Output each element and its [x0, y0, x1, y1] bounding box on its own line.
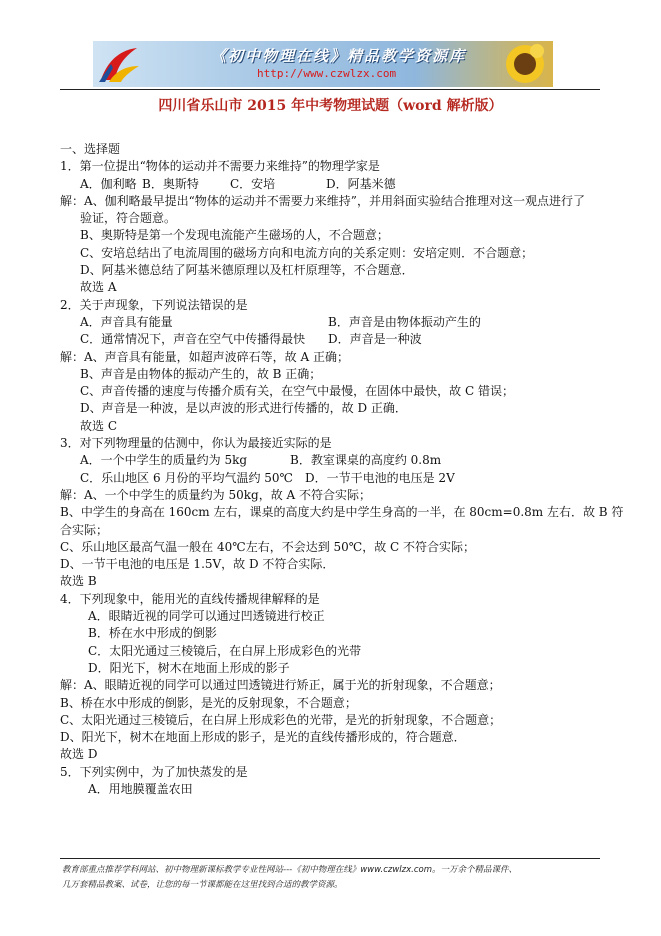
q2-option-c: C．通常情况下，声音在空气中传播得最快	[80, 332, 306, 347]
q3-analysis-line: C、乐山地区最高气温一般在 40℃左右，不会达到 50℃，故 C 不符合实际；	[60, 539, 476, 554]
question-1-options	[60, 176, 600, 193]
section-heading: 一、选择题	[60, 142, 121, 156]
q4-analysis-line: 解：A、眼睛近视的同学可以通过凹透镜进行矫正，属于光的折射现象，不合题意；	[60, 678, 501, 693]
q4-option-d: D．阳光下，树木在地面上形成的影子	[88, 660, 290, 675]
q2-option-d: D．声音是一种波	[328, 332, 422, 347]
footer-divider	[60, 858, 600, 859]
q1-analysis-line: 验证，符合题意。	[80, 211, 177, 226]
header-banner	[93, 41, 553, 87]
question-1-stem: 1．第一位提出“物体的运动并不需要力来维持”的物理学家是	[60, 159, 380, 174]
q4-answer: 故选 D	[60, 747, 98, 762]
q4-analysis-line: D、阳光下，树木在地面上形成的影子，是光的直线传播形成的，符合题意．	[60, 730, 466, 745]
q1-analysis-line: D、阿基米德总结了阿基米德原理以及杠杆原理等，不合题意．	[80, 263, 414, 278]
q1-analysis-line: 解：A、伽利略最早提出“物体的运动并不需要力来维持”，并用斜面实验结合推理对这一观点进行了	[60, 193, 585, 208]
q5-option-a: A．用地膜覆盖农田	[88, 781, 193, 796]
q4-option-c: C．太阳光通过三棱镜后，在白屏上形成彩色的光带	[88, 643, 362, 658]
footer	[62, 863, 602, 893]
q2-answer: 故选 C	[80, 418, 117, 433]
q4-option-a: A．眼睛近视的同学可以通过凹透镜进行校正	[88, 609, 325, 624]
q3-analysis-line: D、一节干电池的电压是 1.5V，故 D 不符合实际．	[60, 557, 335, 572]
question-3-stem: 3．对下列物理量的估测中，你认为最接近实际的是	[60, 436, 332, 451]
q2-option-b: B．声音是由物体振动产生的	[328, 314, 481, 329]
q3-analysis-line: B、中学生的身高在 160cm 左右，课桌的高度大约是中学生身高的一半，在 80cm=0.8m 左右．故 B 符	[60, 505, 624, 520]
q4-analysis-line: B、桥在水中形成的倒影，是光的反射现象，不合题意；	[60, 695, 357, 710]
q2-analysis-line: 解：A、声音具有能量，如超声波碎石等，故 A 正确；	[60, 349, 349, 364]
q2-analysis-line: D、声音是一种波，是以声波的形式进行传播的，故 D 正确．	[80, 401, 407, 416]
q4-option-b: B．桥在水中形成的倒影	[88, 626, 217, 641]
question-3-options	[60, 452, 600, 469]
q3-answer: 故选 B	[60, 574, 97, 589]
sunflower-icon	[503, 43, 547, 85]
banner-url[interactable]: http://www.czwlzx.com	[257, 67, 397, 80]
q1-option-d: D．阿基米德	[326, 176, 396, 191]
q2-analysis-line: B、声音是由物体的振动产生的，故 B 正确；	[80, 366, 322, 381]
footer-line: 几万套精品教案、试卷，让您的每一节课都能在这里找到合适的教学资源。	[62, 880, 343, 890]
q1-analysis-line: B、奥斯特是第一个发现电流能产生磁场的人，不合题意；	[80, 228, 389, 243]
q3-option-a: A．一个中学生的质量约为 5kg	[80, 453, 248, 468]
q2-option-a: A．声音具有能量	[80, 314, 173, 329]
banner-title: 《初中物理在线》精品教学资源库	[211, 47, 467, 65]
q3-option-c: C．乐山地区 6 月份的平均气温约 50℃	[80, 470, 293, 485]
q1-option-a: A．伽利略	[80, 176, 137, 191]
q1-option-c: C．安培	[230, 176, 276, 191]
q1-analysis-line: C、安培总结出了电流周围的磁场方向和电流方向的关系定则：安培定则．不合题意；	[80, 245, 534, 260]
q3-analysis-line: 解：A、一个中学生的质量约为 50kg，故 A 不符合实际；	[60, 487, 371, 502]
page-title: 四川省乐山市 2015 年中考物理试题（word 解析版）	[158, 98, 503, 114]
question-3-options	[60, 470, 600, 487]
footer-line: 教育部重点推荐学科网站、初中物理新课标教学专业性网站---《初中物理在线》www.czwlzx.com。一万余个精品课件、	[62, 865, 518, 875]
logo-icon	[97, 44, 141, 84]
q1-answer: 故选 A	[80, 280, 117, 295]
header-divider	[60, 89, 600, 90]
q4-analysis-line: C、太阳光通过三棱镜后，在白屏上形成彩色的光带，是光的折射现象，不合题意；	[60, 712, 502, 727]
question-2-stem: 2．关于声现象，下列说法错误的是	[60, 297, 248, 312]
document-body	[60, 141, 624, 798]
q3-analysis-line: 合实际；	[60, 522, 109, 537]
question-4-stem: 4．下列现象中，能用光的直线传播规律解释的是	[60, 591, 320, 606]
question-2-options	[60, 331, 600, 348]
q3-option-d: D．一节干电池的电压是 2V	[305, 470, 455, 485]
question-2-options	[60, 314, 600, 331]
q1-option-b: B．奥斯特	[142, 176, 199, 191]
q3-option-b: B．教室课桌的高度约 0.8m	[290, 453, 442, 468]
question-5-stem: 5．下列实例中，为了加快蒸发的是	[60, 764, 248, 779]
q2-analysis-line: C、声音传播的速度与传播介质有关，在空气中最慢，在固体中最快，故 C 错误；	[80, 384, 514, 399]
